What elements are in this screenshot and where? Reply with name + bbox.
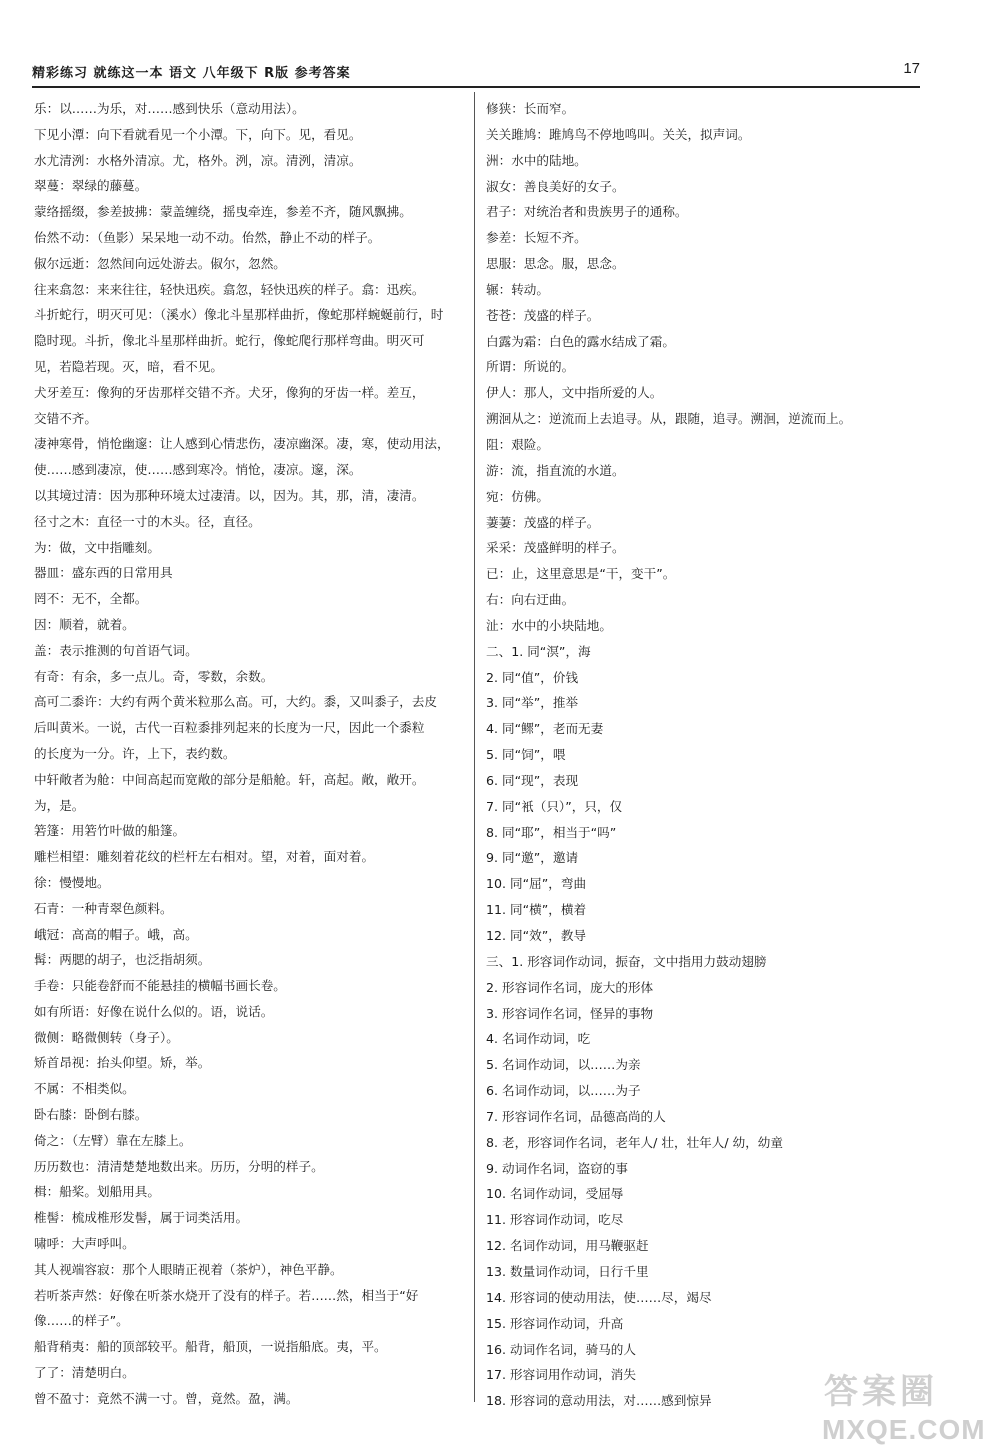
answer-line: 关关雎鸠：雎鸠鸟不停地鸣叫。关关，拟声词。 [486,126,751,142]
answer-line: 盖：表示推测的句首语气词。 [34,642,198,658]
answer-line: 沚：水中的小块陆地。 [486,617,612,633]
answer-line: 后叫黄米。一说，古代一百粒黍排列起来的长度为一尺，因此一个黍粒 [34,720,425,736]
answer-line: 石青：一种青翠色颜料。 [34,900,173,916]
answer-line: 12. 名词作动词，用马鞭驱赶 [486,1238,649,1254]
page-number: 17 [903,60,920,77]
answer-line: 辗：转动。 [486,281,549,297]
answer-line: 右：向右迂曲。 [486,592,575,608]
answer-line: 有奇：有余，多一点儿。奇，零数，余数。 [34,668,274,684]
answer-line: 8. 同“耶”，相当于“吗” [486,824,617,840]
answer-line: 10. 同“屈”，弯曲 [486,876,587,892]
answer-line: 犬牙差互：像狗的牙齿那样交错不齐。犬牙，像狗的牙齿一样。差互， [34,384,425,400]
answer-line: 卧右膝：卧倒右膝。 [34,1107,148,1123]
answer-line: 13. 数量词作动词，日行千里 [486,1263,649,1279]
answer-line: 若听茶声然：好像在听茶水烧开了没有的样子。若……然，相当于“好 [34,1287,419,1303]
answer-line: 5. 名词作动词，以……为亲 [486,1057,641,1073]
answer-line: 不属：不相类似。 [34,1081,135,1097]
answer-line: 如有所语：好像在说什么似的。语，说话。 [34,1003,274,1019]
answer-line: 矫首昂视：抬头仰望。矫，举。 [34,1055,211,1071]
answer-line: 倚之：（左臂）靠在左膝上。 [34,1132,192,1148]
answer-line: 7. 形容词作名词，品德高尚的人 [486,1108,666,1124]
answer-line: 罔不：无不，全都。 [34,591,148,607]
answer-line: 翠蔓：翠绿的藤蔓。 [34,178,148,194]
answer-line: 所谓：所说的。 [486,359,575,375]
answer-line: 苍苍：茂盛的样子。 [486,307,600,323]
answer-line: 斗折蛇行，明灭可见：（溪水）像北斗星那样曲折，像蛇那样蜿蜒前行，时 [34,307,444,323]
answer-line: 17. 形容词用作动词，消失 [486,1367,636,1383]
answer-line: 蒙络摇缀，参差披拂：蒙盖缠绕，摇曳牵连，参差不齐，随风飘拂。 [34,204,412,220]
answer-line: 箬篷：用箬竹叶做的船篷。 [34,823,186,839]
answer-line: 溯洄从之：逆流而上去追寻。从，跟随，追寻。溯洄，逆流而上。 [486,411,852,427]
answer-line: 11. 同“横”，横着 [486,902,587,918]
answer-line: 见，若隐若现。灭，暗，看不见。 [34,358,223,374]
answer-line: 器皿：盛东西的日常用具 [34,565,173,581]
answer-line: 佁然不动：（鱼影）呆呆地一动不动。佁然，静止不动的样子。 [34,229,381,245]
answer-line: 交错不齐。 [34,410,97,426]
answer-line: 4. 同“鳏”，老而无妻 [486,721,604,737]
answer-line: 6. 名词作动词，以……为子 [486,1083,641,1099]
column-divider [474,92,475,1402]
watermark-top-text: 答案圈 [824,1372,938,1412]
answer-line: 11. 形容词作动词，吃尽 [486,1212,624,1228]
answer-line: 乐：以……为乐，对……感到快乐（意动用法）。 [34,101,305,116]
answer-line: 君子：对统治者和贵族男子的通称。 [486,204,688,220]
answer-line: 淑女：善良美好的女子。 [486,178,625,194]
answer-line: 游：流，指直流的水道。 [486,462,625,478]
answer-line: 宛：仿佛。 [486,488,549,504]
answer-line: 往来翕忽：来来往往，轻快迅疾。翕忽，轻快迅疾的样子。翕：迅疾。 [34,281,425,297]
answer-line: 洲：水中的陆地。 [486,152,587,168]
right-column [486,96,918,1414]
answer-line: 了了：清楚明白。 [34,1365,135,1381]
answer-line: 参差：长短不齐。 [486,230,587,246]
answer-line: 使……感到凄凉，使……感到寒冷。悄怆，凄凉。邃，深。 [34,462,362,478]
answer-line: 16. 动词作名词，骑马的人 [486,1341,636,1357]
page-header [32,60,920,88]
answer-line: 高可二黍许：大约有两个黄米粒那么高。可，大约。黍，又叫黍子，去皮 [34,694,437,710]
left-column [34,96,466,1412]
answer-line: 4. 名词作动词，吃 [486,1031,591,1047]
answer-line: 修狭：长而窄。 [486,101,575,116]
answer-line: 14. 形容词的使动用法，使……尽，竭尽 [486,1289,712,1305]
answer-line: 历历数也：清清楚楚地数出来。历历，分明的样子。 [34,1158,324,1174]
answer-line: 思服：思念。服，思念。 [486,256,625,272]
answer-line: 3. 形容词作名词，怪异的事物 [486,1005,654,1021]
answer-line: 三、1. 形容词作动词，振奋，文中指用力鼓动翅膀 [486,953,767,969]
answer-line: 阻：艰险。 [486,436,549,452]
answer-line: 2. 同“值”，价钱 [486,669,579,685]
answer-line: 俶尔远逝：忽然间向远处游去。俶尔，忽然。 [34,255,286,271]
answer-line: 椎髻：梳成椎形发髻，属于词类活用。 [34,1210,249,1226]
answer-line: 雕栏相望：雕刻着花纹的栏杆左右相对。望，对着，面对着。 [34,849,375,865]
answer-line: 18. 形容词的意动用法，对……感到惊异 [486,1393,712,1409]
watermark-bottom-text: MXQE.COM [822,1414,986,1445]
answer-line: 15. 形容词作动词，升高 [486,1315,624,1331]
header-title: 精彩练习 就练这一本 语文 八年级下 R版 参考答案 [32,66,351,81]
answer-line: 以其境过清：因为那种环境太过凄清。以，因为。其，那，清，凄清。 [34,487,425,503]
answer-line: 8. 老，形容词作名词，老年人/ 壮，壮年人/ 幼，幼童 [486,1134,783,1150]
answer-line: 白露为霜：白色的露水结成了霜。 [486,333,675,349]
answer-line: 径寸之木：直径一寸的木头。径，直径。 [34,513,261,529]
answer-line: 啸呼：大声呼叫。 [34,1236,135,1252]
answer-line: 5. 同“饲”，喂 [486,747,566,763]
answer-line: 楫：船桨。划船用具。 [34,1184,160,1200]
answer-line: 10. 名词作动词，受屈辱 [486,1186,624,1202]
watermark-logo [818,1372,998,1448]
answer-line: 船背稍夷：船的顶部较平。船背，船顶，一说指船底。夷，平。 [34,1339,387,1355]
answer-line: 的长度为一分。许，上下，表约数。 [34,745,236,761]
answer-line: 微侧：略微侧转（身子）。 [34,1029,179,1045]
answer-line: 萋萋：茂盛的样子。 [486,514,600,530]
answer-line: 二、1. 同“溟”，海 [486,643,591,659]
answer-line: 7. 同“衹（只）”，只，仅 [486,798,623,814]
answer-line: 3. 同“举”，推举 [486,695,579,711]
answer-line: 9. 同“邀”，邀请 [486,850,579,866]
answer-line: 12. 同“效”，教导 [486,928,587,943]
answer-line: 因：顺着，就着。 [34,616,135,632]
answer-line: 徐：慢慢地。 [34,874,110,890]
answer-line: 曾不盈寸：竟然不满一寸。曾，竟然。盈，满。 [34,1390,299,1406]
answer-line: 凄神寒骨，悄怆幽邃：让人感到心情悲伤，凄凉幽深。凄，寒，使动用法， [34,436,450,452]
answer-line: 像……的样子”。 [34,1313,129,1329]
answer-line: 下见小潭：向下看就看见一个小潭。下，向下。见，看见。 [34,126,362,142]
answer-line: 水尤清洌：水格外清凉。尤，格外。洌，凉。清洌，清凉。 [34,152,362,168]
answer-line: 已：止，这里意思是“干，变干”。 [486,566,676,582]
answer-line: 伊人：那人，文中指所爱的人。 [486,385,663,401]
answer-line: 峨冠：高高的帽子。峨，高。 [34,926,198,942]
answer-line: 其人视端容寂：那个人眼睛正视着（茶炉），神色平静。 [34,1261,343,1277]
answer-line: 为，是。 [34,797,85,813]
answer-line: 采采：茂盛鲜明的样子。 [486,540,625,556]
answer-line: 9. 动词作名词，盗窃的事 [486,1160,628,1176]
answer-line: 中轩敞者为舱：中间高起而宽敞的部分是船舱。轩，高起。敞，敞开。 [34,771,425,787]
answer-line: 手卷：只能卷舒而不能悬挂的横幅书画长卷。 [34,978,286,994]
answer-line: 为：做，文中指雕刻。 [34,539,160,555]
answer-line: 髯：两腮的胡子，也泛指胡须。 [34,952,211,968]
answer-line: 2. 形容词作名词，庞大的形体 [486,979,654,995]
answer-line: 6. 同“现”，表现 [486,772,579,788]
answer-line: 隐时现。斗折，像北斗星那样曲折。蛇行，像蛇爬行那样弯曲。明灭可 [34,333,425,349]
